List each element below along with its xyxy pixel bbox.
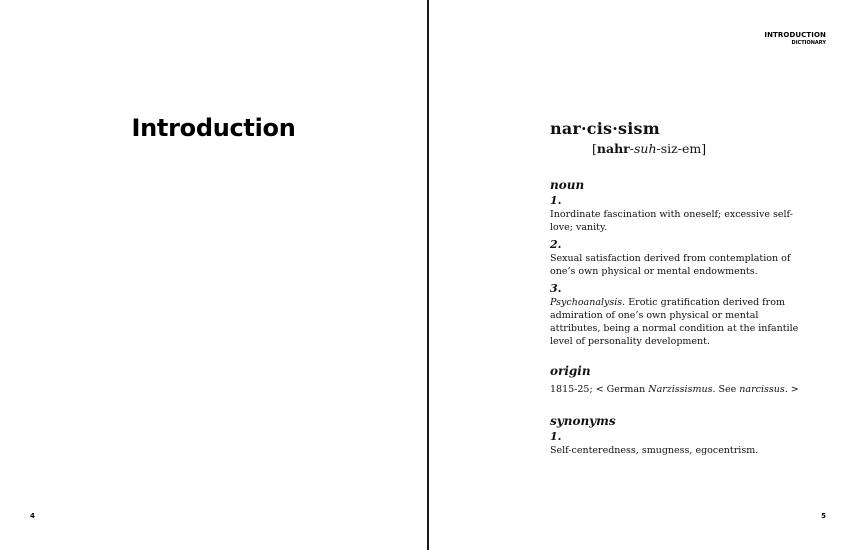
sense-number: 1. [550,194,562,207]
sense-definition: Sexual satisfaction derived from contemplation of one’s own physical or mental endowments. [550,253,791,277]
field-label: Psychoanalysis. [550,297,626,308]
dictionary-entry [550,118,810,457]
origin-suffix: . > [784,384,799,395]
right-page [429,0,856,550]
synonyms-list: Self-centeredness, smugness, egocentrism. [550,445,759,456]
pronunciation [592,140,810,158]
noun-label: noun [550,178,585,192]
page-number-right: 5 [821,512,826,520]
headword: nar·cis·sism [550,119,660,138]
pron-separator: - [629,141,634,156]
origin-label: origin [550,364,591,378]
running-head-section: INTRODUCTION [764,31,826,39]
sense-number: 1. [550,430,562,443]
origin-text [550,383,810,396]
page-number-left: 4 [30,512,35,520]
sense-text: Erotic gratification derived from admiration of one’s own physical or mental attributes, being a normal condition at the infantile level of personality development. [550,297,799,347]
pron-bracket-close: ] [701,141,707,156]
sense-number: 3. [550,282,562,295]
pron-stressed-syllable: nahr [596,141,630,156]
sense-number: 2. [550,238,562,251]
pron-rest: -siz-em [656,141,702,156]
synonyms-label: synonyms [550,414,616,428]
origin-term: Narzissismus [648,384,713,395]
page-title: Introduction [131,114,296,142]
running-head [764,31,826,47]
origin-middle: . See [712,384,740,395]
running-head-subsection: DICTIONARY [791,40,826,46]
left-page [0,0,427,550]
origin-prefix: 1815-25; < German [550,384,649,395]
sense-definition [550,296,810,348]
pron-bracket-open: [ [592,141,597,156]
pron-italic-syllable: suh [634,141,657,156]
origin-cross-reference: narcissus [739,384,785,395]
sense-definition: Inordinate fascination with oneself; excessive self-love; vanity. [550,209,793,233]
